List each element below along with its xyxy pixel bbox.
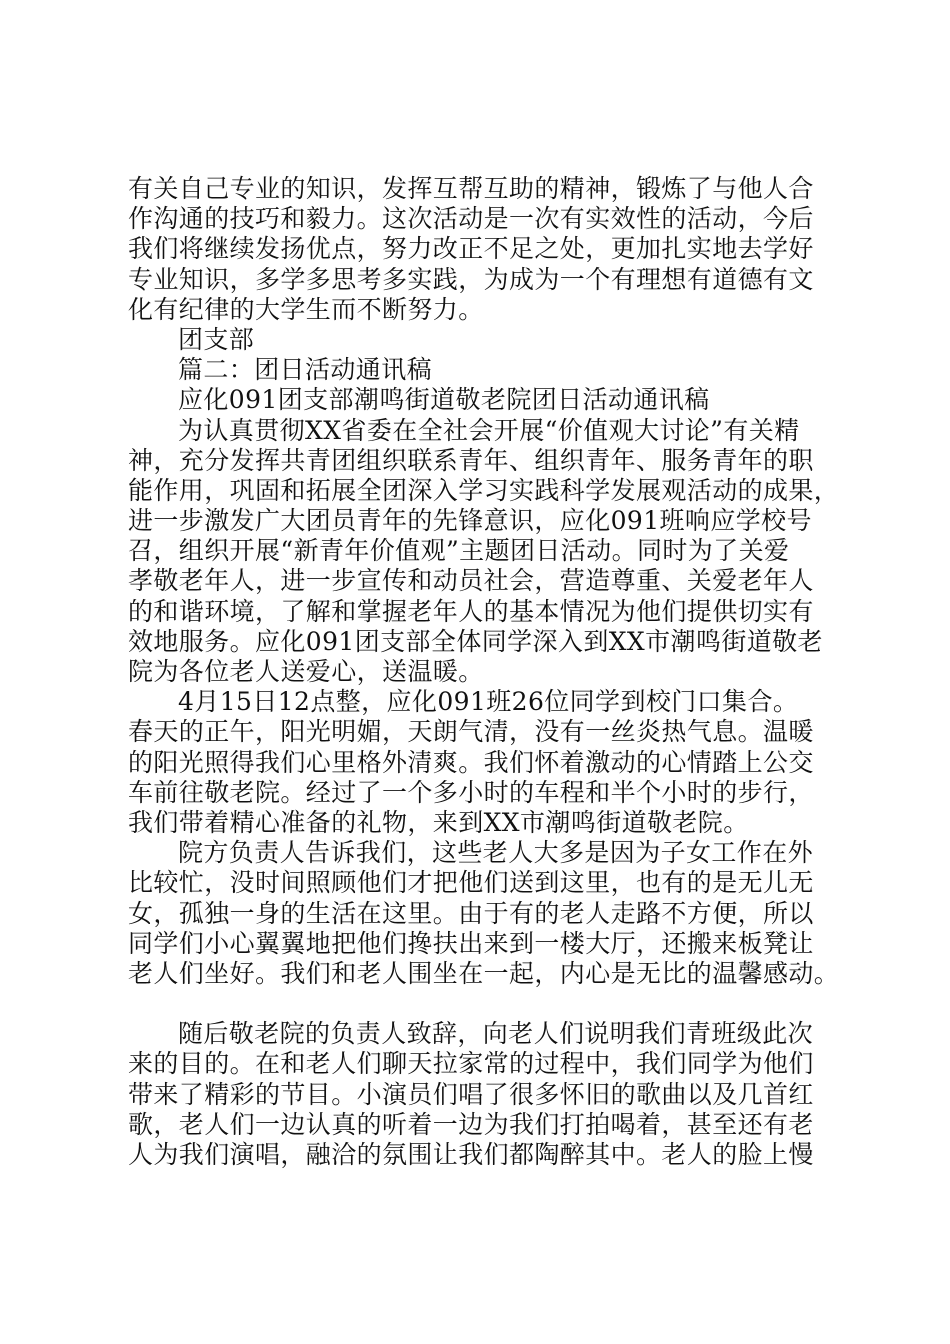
text-line: 女，孤独一身的生活在这里。由于有的老人走路不方便，所以: [128, 898, 814, 928]
text-line: 4月15日12点整，应化091班26位同学到校门口集合。: [178, 687, 799, 717]
text-line: 我们将继续发扬优点，努力改正不足之处，更加扎实地去学好: [128, 234, 814, 264]
text-line: 篇二：团日活动通讯稿: [178, 355, 433, 385]
text-line: 专业知识，多学多思考多实践，为成为一个有理想有道德有文: [128, 264, 814, 294]
text-line: 人为我们演唱，融洽的氛围让我们都陶醉其中。老人的脸上慢: [128, 1140, 814, 1169]
text-line: 我们带着精心准备的礼物，来到XX市潮鸣街道敬老院。: [128, 807, 749, 837]
text-line: 进一步激发广大团员青年的先锋意识，应化091班响应学校号: [128, 506, 812, 536]
text-line: 春天的正午，阳光明媚，天朗气清，没有一丝炎热气息。温暖: [128, 717, 814, 747]
document-body: [128, 174, 840, 1170]
text-line: 随后敬老院的负责人致辞，向老人们说明我们青班级此次: [178, 1019, 814, 1049]
text-line: 院方负责人告诉我们，这些老人大多是因为子女工作在外: [178, 838, 814, 868]
text-line: 的阳光照得我们心里格外清爽。我们怀着激动的心情踏上公交: [128, 747, 814, 777]
text-line: 能作用，巩固和拓展全团深入学习实践科学发展观活动的成果，: [128, 475, 840, 505]
text-line: 孝敬老年人，进一步宣传和动员社会，营造尊重、关爱老年人: [128, 566, 814, 596]
text-line: 效地服务。应化091团支部全体同学深入到XX市潮鸣街道敬老: [128, 626, 823, 656]
text-line: 比较忙，没时间照顾他们才把他们送到这里，也有的是无儿无: [128, 868, 814, 898]
text-line: 神，充分发挥共青团组织联系青年、组织青年、服务青年的职: [128, 445, 814, 475]
text-line: 为认真贯彻XX省委在全社会开展“价值观大讨论”有关精: [178, 415, 800, 445]
text-line: 老人们坐好。我们和老人围坐在一起，内心是无比的温馨感动。: [128, 958, 840, 988]
text-line: 院为各位老人送爱心，送温暖。: [128, 657, 484, 686]
text-line: 有关自己专业的知识，发挥互帮互助的精神，锻炼了与他人合: [128, 174, 814, 203]
text-line: 的和谐环境，了解和掌握老年人的基本情况为他们提供切实有: [128, 596, 814, 626]
text-line: 作沟通的技巧和毅力。这次活动是一次有实效性的活动，今后: [128, 204, 814, 234]
text-line: 带来了精彩的节目。小演员们唱了很多怀旧的歌曲以及几首红: [128, 1079, 814, 1109]
text-line: 来的目的。在和老人们聊天拉家常的过程中，我们同学为他们: [128, 1049, 814, 1079]
text-line: 应化091团支部潮鸣街道敬老院团日活动通讯稿: [178, 385, 710, 415]
text-line: 团支部: [178, 324, 255, 354]
text-line: 同学们小心翼翼地把他们搀扶出来到一楼大厅，还搬来板凳让: [128, 928, 814, 958]
text-line: 歌，老人们一边认真的听着一边为我们打拍喝着，甚至还有老: [128, 1109, 814, 1139]
text-line: 车前往敬老院。经过了一个多小时的车程和半个小时的步行，: [128, 777, 814, 807]
blank-line: [128, 989, 828, 1019]
text-line: 化有纪律的大学生而不断努力。: [128, 294, 484, 324]
text-line: 召，组织开展“新青年价值观”主题团日活动。同时为了关爱: [128, 536, 790, 566]
